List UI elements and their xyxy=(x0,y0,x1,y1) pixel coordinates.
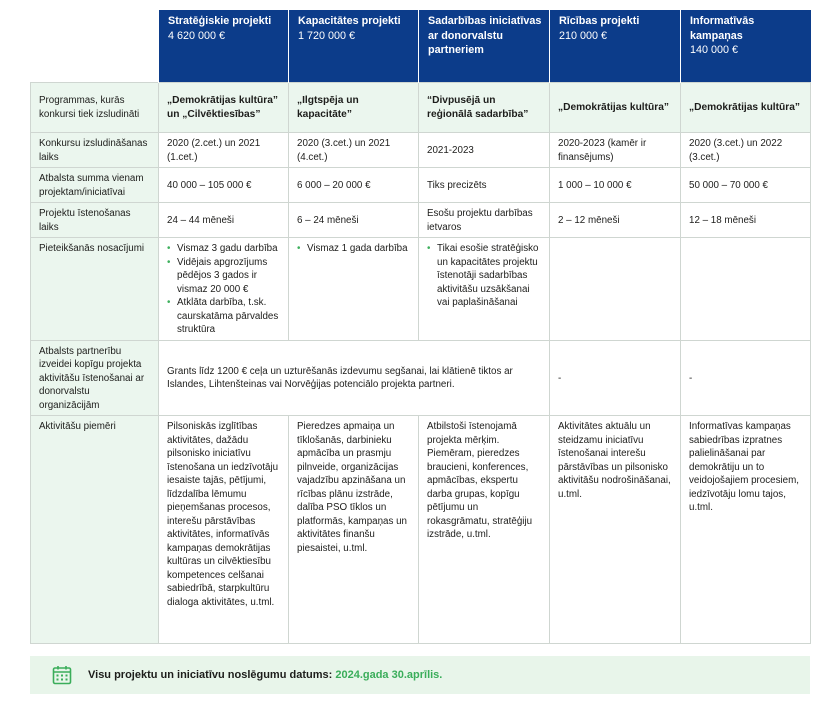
row-label: Projektu īstenošanas laiks xyxy=(31,203,159,238)
project-comparison-table xyxy=(30,10,811,644)
table-cell: - xyxy=(681,340,811,416)
table-cell: 2021-2023 xyxy=(419,133,550,168)
table-cell: “Divpusējā un reģionālā sadarbība” xyxy=(419,83,550,133)
table-cell: 6 – 24 mēneši xyxy=(289,203,419,238)
header-amount: 4 620 000 € xyxy=(168,29,226,42)
table-cell: „Ilgtspēja un kapacitāte” xyxy=(289,83,419,133)
header-amount: 140 000 € xyxy=(690,44,739,57)
row-label: Aktivitāšu piemēri xyxy=(31,416,159,644)
table-cell: Tiks precizēts xyxy=(419,168,550,203)
row-activity-examples xyxy=(31,416,811,644)
table-cell: 2020 (3.cet.) un 2022 (3.cet.) xyxy=(681,133,811,168)
header-amount: 210 000 € xyxy=(559,29,608,42)
calendar-icon xyxy=(52,665,72,685)
header-title: Sadarbības iniciatīvas ar donorvalstu partneriem xyxy=(428,15,542,57)
deadline-label: Visu projektu un iniciatīvu noslēgumu datums: xyxy=(88,669,333,681)
deadline-footer xyxy=(30,656,810,694)
list-item: • Vidējais apgrozījums pēdējos 3 gados ir vismaz 20 000 € xyxy=(167,256,282,297)
table-cell: 12 – 18 mēneši xyxy=(681,203,811,238)
row-application-conditions xyxy=(31,238,811,341)
table-cell xyxy=(419,238,550,341)
header-capacity-projects xyxy=(289,10,419,83)
table-cell: 40 000 – 105 000 € xyxy=(159,168,289,203)
table-cell: 2020 (3.cet.) un 2021 (4.cet.) xyxy=(289,133,419,168)
header-corner xyxy=(31,10,159,83)
header-action-projects xyxy=(550,10,681,83)
table-cell xyxy=(159,238,289,341)
row-call-timing xyxy=(31,133,811,168)
header-cooperation-initiatives xyxy=(419,10,550,83)
list-item: • Vismaz 1 gada darbība xyxy=(297,242,412,256)
table-cell: Pilsoniskās izglītības aktivitātes, dažādu pilsonisko iniciatīvu īstenošana un iedzīvotāju iesaiste tajās, pētījumi, līdzdalība lēmumu pieņemšanas procesos, interešu pārstāvības aktivitātes, informatīvās kampaņas demokrātijas kultūras un cilvēktiesību kompetences celšanai sabiedrībā, starpkultūru dialoga aktivitātes, u.tml. xyxy=(159,416,289,644)
table-cell: 2 – 12 mēneši xyxy=(550,203,681,238)
header-title: Stratēģiskie projekti xyxy=(168,15,272,27)
conditions-list xyxy=(167,242,282,337)
row-label: Atbalsta summa vienam projektam/iniciatīvai xyxy=(31,168,159,203)
table-cell: Esošu projektu darbības ietvaros xyxy=(419,203,550,238)
table-cell: 50 000 – 70 000 € xyxy=(681,168,811,203)
table-cell xyxy=(550,238,681,341)
list-item: • Vismaz 3 gadu darbība xyxy=(167,242,282,256)
row-programmes xyxy=(31,83,811,133)
header-information-campaigns xyxy=(681,10,811,83)
deadline-date: 2024.gada 30.aprīlis. xyxy=(335,669,443,681)
table-cell: Atbilstoši īstenojamā projekta mērķim. Piemēram, pieredzes braucieni, konferences, apmācības, ekspertu darba grupas, kopīgu pētījumu un rokasgrāmatu, stratēģiju izstrāde, u.tml. xyxy=(419,416,550,644)
header-title: Rīcības projekti xyxy=(559,15,640,27)
header-title: Informatīvās kampaņas xyxy=(690,15,755,42)
header-strategic-projects xyxy=(159,10,289,83)
table-cell: 1 000 – 10 000 € xyxy=(550,168,681,203)
row-label: Programmas, kurās konkursi tiek izsludināti xyxy=(31,83,159,133)
table-cell: 24 – 44 mēneši xyxy=(159,203,289,238)
comparison-table-page xyxy=(30,10,810,644)
row-label: Pieteikšanās nosacījumi xyxy=(31,238,159,341)
table-cell: 2020-2023 (kamēr ir finansējums) xyxy=(550,133,681,168)
table-cell: Informatīvas kampaņas sabiedrības izpratnes palielināšanai par demokrātiju un to veidojošajiem procesiem, iedzīvotāju lomu tajos, u.tml. xyxy=(681,416,811,644)
table-cell: 2020 (2.cet.) un 2021 (1.cet.) xyxy=(159,133,289,168)
row-label: Konkursu izsludināšanas laiks xyxy=(31,133,159,168)
list-item: • Atklāta darbība, t.sk. caurskatāma pārvaldes struktūra xyxy=(167,296,282,337)
table-cell xyxy=(289,238,419,341)
row-partnership-support xyxy=(31,340,811,416)
conditions-list xyxy=(297,242,412,256)
deadline-text xyxy=(88,669,442,681)
table-cell: „Demokrātijas kultūra” xyxy=(681,83,811,133)
table-cell: „Demokrātijas kultūra” un „Cilvēktiesības” xyxy=(159,83,289,133)
header-amount: 1 720 000 € xyxy=(298,29,356,42)
merged-grant-cell: Grants līdz 1200 € ceļa un uzturēšanās izdevumu segšanai, lai klātienē tiktos ar Islandes, Lihtenšteinas vai Norvēģijas potenciālo projekta partneri. xyxy=(159,340,550,416)
header-title: Kapacitātes projekti xyxy=(298,15,401,27)
table-cell: Aktivitātes aktuālu un steidzamu iniciatīvu īstenošanai interešu pārstāvības un pilsonisko aktivitāšu nodrošināšanai, u.tml. xyxy=(550,416,681,644)
table-cell xyxy=(681,238,811,341)
row-implementation-time xyxy=(31,203,811,238)
row-label: Atbalsts partnerību izveidei kopīgu projekta aktivitāšu īstenošanai ar donorvalstu organizācijām xyxy=(31,340,159,416)
header-row xyxy=(31,10,811,83)
row-support-amount xyxy=(31,168,811,203)
table-cell: Pieredzes apmaiņa un tīklošanās, darbinieku apmācība un prasmju pilnveide, organizācijas vajadzību apzināšana un rīcības plānu izstrāde, dalība PSO tīklos un platformās, kampaņas un aktivitātes finanšu piesaistei, u.tml. xyxy=(289,416,419,644)
table-cell: 6 000 – 20 000 € xyxy=(289,168,419,203)
table-cell: - xyxy=(550,340,681,416)
conditions-list xyxy=(427,242,543,310)
table-cell: „Demokrātijas kultūra” xyxy=(550,83,681,133)
list-item: • Tikai esošie stratēģisko un kapacitātes projektu īstenotāji sadarbības aktivitāšu uzsākšanai vai paplašināšanai xyxy=(427,242,543,310)
